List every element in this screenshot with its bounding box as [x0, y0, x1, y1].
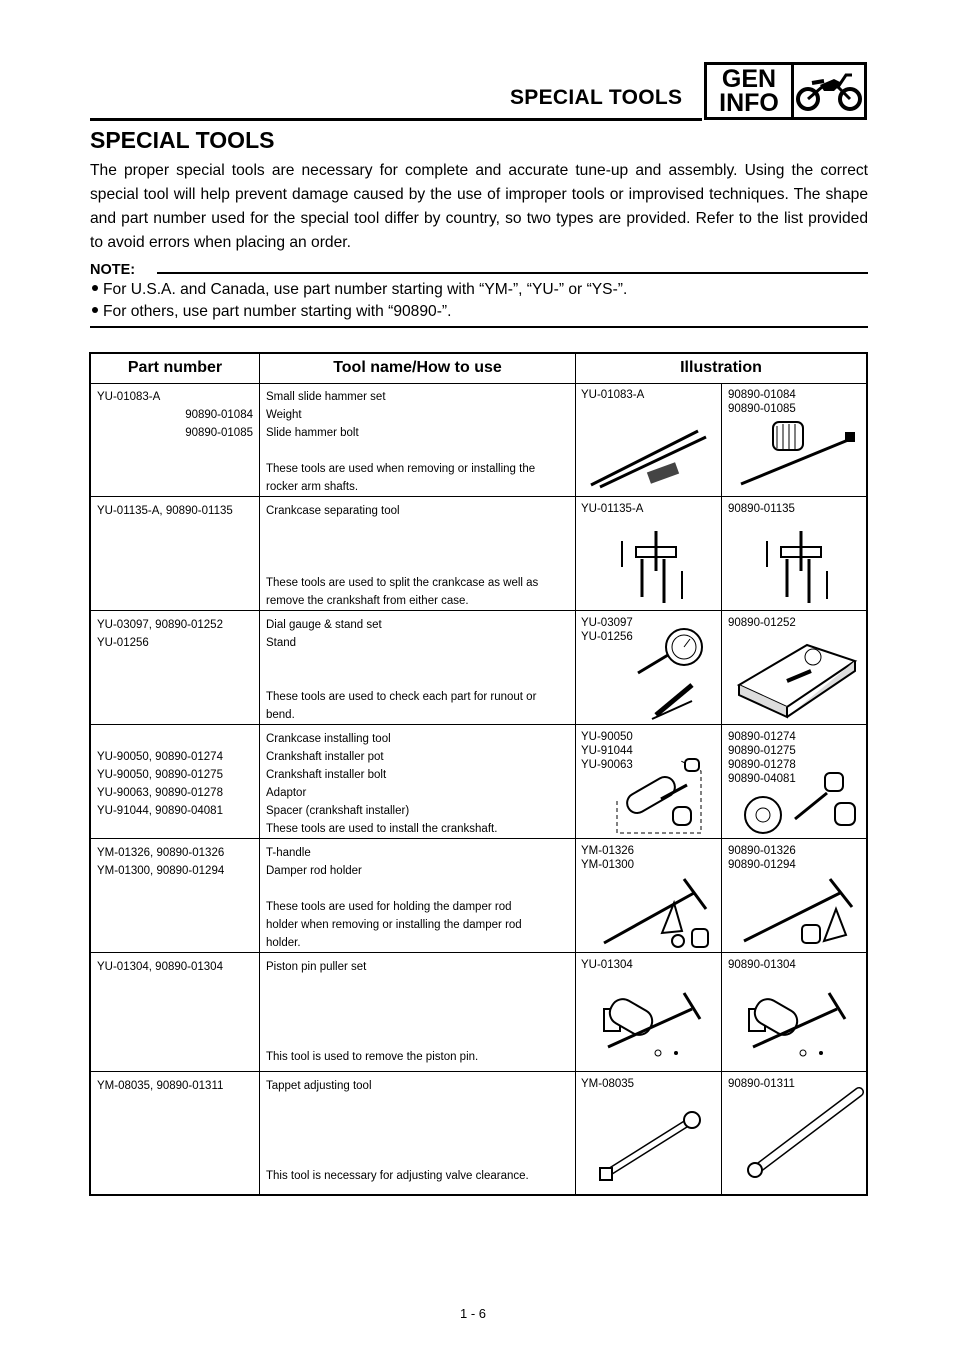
tool-text: Damper rod holder [266, 865, 362, 877]
illustration-code: YU-03097 [581, 617, 633, 629]
tool-text [266, 1030, 478, 1048]
page-number: 1 - 6 [460, 1306, 487, 1321]
bullet-icon [92, 285, 98, 291]
table-row [91, 611, 866, 725]
illustration-code: 90890-01135 [728, 503, 795, 515]
weight-bolt-illustration [731, 418, 861, 493]
tool-name-cell [266, 388, 535, 496]
header-tool-name: Tool name/How to use [333, 359, 502, 376]
tool-name-cell [266, 616, 536, 724]
tool-text: Adaptor [266, 787, 307, 799]
note-rule-bottom [90, 326, 868, 328]
illustration-code: 90890-01084 [728, 389, 796, 401]
tool-text: holder. [266, 937, 301, 949]
tool-text: These tools are used to split the crankcase as well as [266, 577, 539, 589]
illustration-code: 90890-01294 [728, 859, 796, 871]
section-badge [704, 62, 867, 120]
note-item [92, 281, 627, 299]
part-number-cell [97, 388, 253, 442]
part-number: YU-01135-A, 90890-01135 [97, 505, 233, 517]
part-number-cell [97, 730, 223, 820]
part-number: YU-90050, 90890-01275 [97, 769, 223, 781]
section-title: SPECIAL TOOLS [510, 86, 683, 109]
crankshaft-installer-illustration [611, 751, 711, 835]
note-label: NOTE: [90, 262, 136, 278]
crankcase-separator-illustration [616, 527, 696, 607]
part-number: 90890-01084 [185, 409, 253, 421]
table-row [91, 839, 866, 953]
part-number-cell [97, 1077, 223, 1095]
tool-text: Crankshaft installer pot [266, 751, 384, 763]
part-number: YU-01256 [97, 637, 149, 649]
header-illustration: Illustration [680, 359, 762, 376]
illustration-code: YU-01304 [581, 959, 633, 971]
illustration-code: 90890-01304 [728, 959, 796, 971]
table-row [91, 383, 866, 497]
part-number: 90890-01085 [185, 427, 253, 439]
piston-pin-puller-illustration [596, 983, 716, 1063]
tool-text: rocker arm shafts. [266, 481, 359, 493]
tappet-tool-illustration [741, 1082, 866, 1186]
tool-text [266, 442, 535, 460]
tool-text [266, 556, 538, 574]
page-title: SPECIAL TOOLS [90, 127, 275, 153]
tool-text [266, 652, 536, 670]
tool-name-cell [266, 502, 538, 610]
tool-text: T-handle [266, 847, 311, 859]
tool-text [266, 1149, 529, 1167]
illustration-code: 90890-01085 [728, 403, 796, 415]
illustration-code: YU-91044 [581, 745, 633, 757]
part-number: YU-90050, 90890-01274 [97, 751, 223, 763]
illustration-code: YU-01135-A [581, 503, 644, 515]
tool-name-cell [266, 1077, 529, 1185]
motorcycle-icon [794, 65, 864, 117]
part-number: YU-01083-A [97, 391, 161, 403]
illustration-code: 90890-01278 [728, 759, 796, 771]
tool-text: This tool is used to remove the piston pin. [266, 1051, 479, 1063]
tool-text [266, 976, 478, 994]
tool-text [266, 880, 522, 898]
part-number-cell [97, 958, 223, 976]
part-number: YU-91044, 90890-04081 [97, 805, 223, 817]
note-item [92, 303, 451, 321]
note-rule-top [157, 272, 868, 274]
dial-gauge-illustration [626, 621, 716, 721]
part-number: YU-01304, 90890-01304 [97, 961, 223, 973]
table-row [91, 497, 866, 611]
part-number: YU-90063, 90890-01278 [97, 787, 223, 799]
tool-text: Crankcase installing tool [266, 733, 391, 745]
tool-text [266, 1131, 529, 1149]
illustration-label [728, 958, 796, 972]
part-number-cell [97, 844, 224, 880]
tool-text [266, 1095, 529, 1113]
special-tools-table [89, 352, 868, 1196]
illustration-code: 90890-01275 [728, 745, 796, 757]
illustration-code: 90890-01311 [728, 1078, 795, 1090]
header-part-number: Part number [127, 359, 223, 376]
slide-hammer-illustration [586, 423, 716, 493]
tool-text: Spacer (crankshaft installer) [266, 805, 410, 817]
bullet-icon [92, 307, 98, 313]
tool-text: Crankshaft installer bolt [266, 769, 387, 781]
tool-text: holder when removing or installing the damper rod [266, 919, 522, 931]
part-number: YM-01300, 90890-01294 [97, 865, 225, 877]
table-row [91, 1072, 866, 1194]
tool-text: These tools are used to check each part for runout or [266, 691, 537, 703]
illustration-code: YU-90050 [581, 731, 633, 743]
t-handle-illustration [596, 873, 716, 949]
tool-text: These tools are used when removing or installing the [266, 463, 536, 475]
tool-name-cell [266, 844, 522, 952]
intro-paragraph: The proper special tools are necessary for complete and accurate tune-up and assembly. Using the correct special tool will help prevent damage caused by the use of improper tools or improvised techniques. The shape and part number used for the special tool differ by country, so two types are provided. Refer to the list provided to avoid errors when placing an order. [90, 162, 868, 251]
illustration-code: YU-01256 [581, 631, 633, 643]
illustration-code: 90890-01274 [728, 731, 796, 743]
part-number: YU-03097, 90890-01252 [97, 619, 223, 631]
tool-text [266, 520, 538, 538]
piston-pin-puller-illustration [741, 983, 861, 1063]
tool-text: Piston pin puller set [266, 961, 367, 973]
illustration-label [728, 616, 796, 630]
tappet-tool-illustration [596, 1100, 716, 1186]
tool-text: Dial gauge & stand set [266, 619, 382, 631]
tool-text: This tool is necessary for adjusting valve clearance. [266, 1170, 529, 1182]
tool-text: Weight [266, 409, 302, 421]
tool-text: bend. [266, 709, 295, 721]
illustration-label [728, 844, 796, 872]
badge-line-2: INFO [719, 89, 779, 117]
tool-text [266, 1012, 478, 1030]
illustration-code: 90890-04081 [728, 773, 796, 785]
illustration-label [728, 388, 796, 416]
part-number-cell [97, 616, 223, 652]
tool-name-cell [266, 730, 497, 838]
note-text: For others, use part number starting with “90890-”. [103, 303, 452, 320]
illustration-code: YM-01326 [581, 845, 635, 857]
tool-text: Tappet adjusting tool [266, 1080, 372, 1092]
table-row [91, 953, 866, 1072]
badge-text [707, 65, 794, 117]
tool-text: Slide hammer bolt [266, 427, 359, 439]
gauge-case-illustration [731, 631, 861, 721]
illustration-code: YU-01083-A [581, 389, 645, 401]
illustration-label [581, 958, 633, 972]
tool-text: Small slide hammer set [266, 391, 386, 403]
illustration-code: YM-01300 [581, 859, 635, 871]
header-rule [90, 118, 702, 121]
illustration-label [581, 1077, 634, 1091]
part-number-cell [97, 502, 233, 520]
tool-text: These tools are used for holding the damper rod [266, 901, 512, 913]
illustration-label [581, 502, 643, 516]
crankcase-separator-illustration [761, 527, 841, 607]
table-header [91, 354, 866, 384]
tool-name-cell [266, 958, 478, 1066]
illustration-code: 90890-01326 [728, 845, 796, 857]
tool-text [266, 994, 478, 1012]
t-handle-illustration [736, 873, 856, 949]
illustration-code: YU-90063 [581, 759, 633, 771]
tool-text: remove the crankshaft from either case. [266, 595, 469, 607]
illustration-label [581, 388, 644, 402]
tool-text [266, 1113, 529, 1131]
illustration-code: 90890-01252 [728, 617, 796, 629]
tool-text [266, 538, 538, 556]
tool-text: Crankcase separating tool [266, 505, 400, 517]
part-number: YM-01326, 90890-01326 [97, 847, 225, 859]
illustration-label [581, 844, 634, 872]
tool-text [266, 670, 536, 688]
tool-text: Stand [266, 637, 297, 649]
tool-text: These tools are used to install the crankshaft. [266, 823, 498, 835]
badge-line-1: GEN [721, 65, 777, 93]
note-text: For U.S.A. and Canada, use part number starting with “YM-”, “YU-” or “YS-”. [103, 281, 628, 298]
crankshaft-installer-illustration [741, 765, 861, 837]
table-row [91, 725, 866, 839]
part-number [97, 730, 223, 748]
illustration-label [728, 502, 795, 516]
illustration-code: YM-08035 [581, 1078, 635, 1090]
part-number: YM-08035, 90890-01311 [97, 1080, 224, 1092]
